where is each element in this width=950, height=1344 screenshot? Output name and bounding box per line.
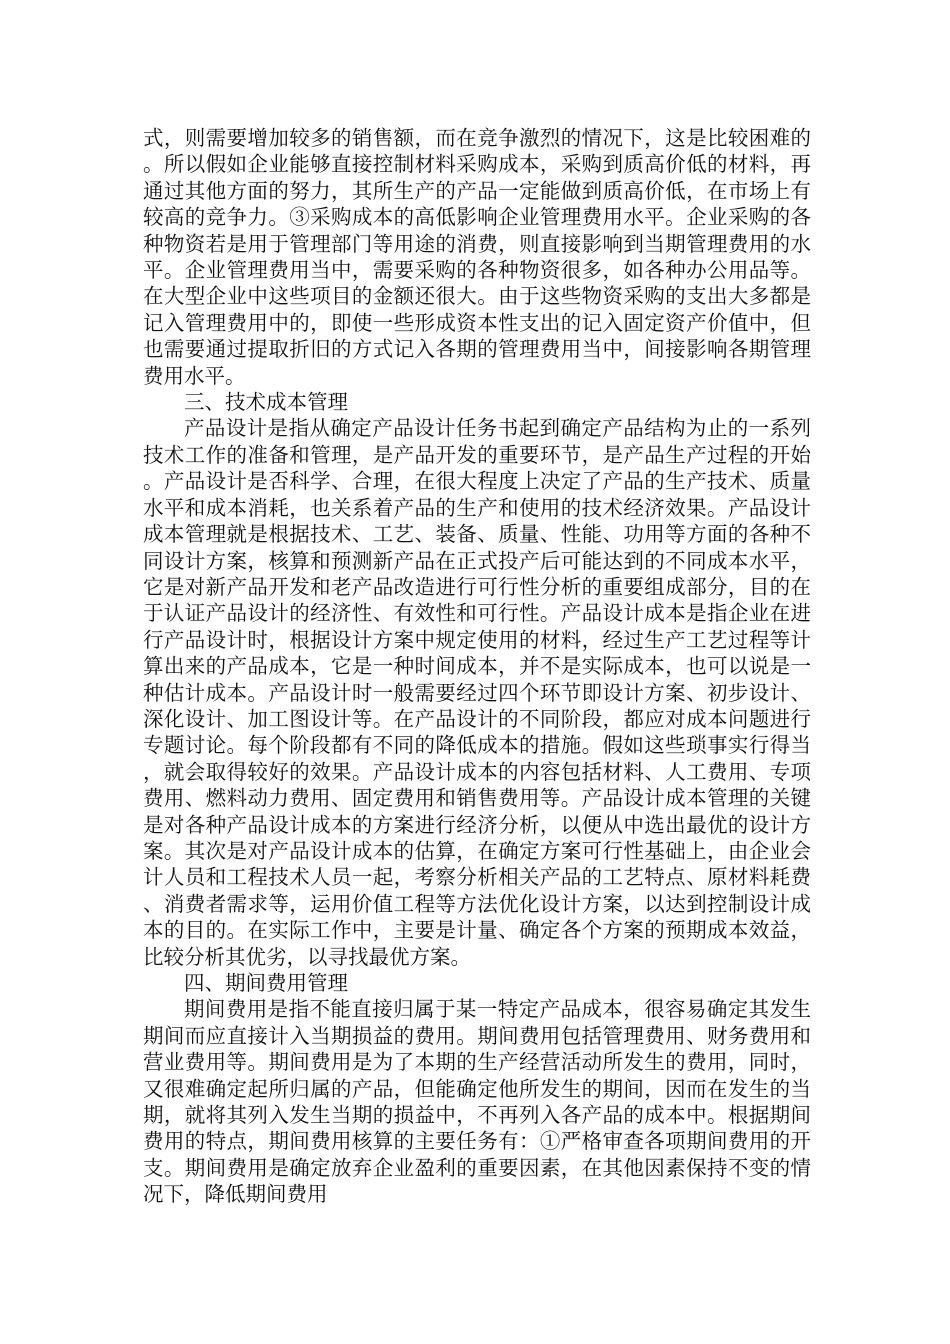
- paragraph-period-expense: 期间费用是指不能直接归属于某一特定产品成本，很容易确定其发生期间而应直接计入当期损益的费用。期间费用包括管理费用、财务费用和营业费用等。期间费用是为了本期的生产经营活动所发生的费用，同时，又很难确定起所归属的产品，但能确定他所发生的期间，因而在发生的当期，就将其列入发生当期的损益中，不再列入各产品的成本中。根据期间费用的特点，期间费用核算的主要任务有：①严格审查各项期间费用的开支。期间费用是确定放弃企业盈利的重要因素，在其他因素保持不变的情况下，降低期间费用: [143, 997, 811, 1207]
- paragraph-product-design: 产品设计是指从确定产品设计任务书起到确定产品结构为止的一系列技术工作的准备和管理，是产品开发的重要环节，是产品生产过程的开始。产品设计是否科学、合理，在很大程度上决定了产品的生产技术、质量水平和成本消耗，也关系着产品的生产和使用的技术经济效果。产品设计成本管理就是根据技术、工艺、装备、质量、性能、功用等方面的各种不同设计方案，核算和预测新产品在正式投产后可能达到的不同成本水平，它是对新产品开发和老产品改造进行可行性分析的重要组成部分，目的在于认证产品设计的经济性、有效性和可行性。产品设计成本是指企业在进行产品设计时，根据设计方案中规定使用的材料，经过生产工艺过程等计算出来的产品成本，它是一种时间成本，并不是实际成本，也可以说是一种估计成本。产品设计时一般需要经过四个环节即设计方案、初步设计、深化设计、加工图设计等。在产品设计的不同阶段，都应对成本问题进行专题讨论。每个阶段都有不同的降低成本的措施。假如这些琐事实行得当，就会取得较好的效果。产品设计成本的内容包括材料、人工费用、专项费用、燃料动力费用、固定费用和销售费用等。产品设计成本管理的关键是对各种产品设计成本的方案进行经济分析，以便从中选出最优的设计方案。其次是对产品设计成本的估算，在确定方案可行性基础上，由企业会计人员和工程技术人员一起，考察分析相关产品的工艺特点、原材料耗费、消费者需求等，运用价值工程等方法优化设计方案，以达到控制设计成本的目的。在实际工作中，主要是计量、确定各个方案的预期成本效益，比较分析其优劣，以寻找最优方案。: [143, 416, 811, 969]
- document-body: [143, 125, 811, 1208]
- section-heading-technical-cost: 三、技术成本管理: [184, 390, 348, 415]
- section-heading-period-expense: 四、期间费用管理: [184, 971, 348, 995]
- paragraph-continuation: 式，则需要增加较多的销售额，而在竞争激烈的情况下，这是比较困难的。所以假如企业能够直接控制材料采购成本，采购到质高价低的材料，再通过其他方面的努力，其所生产的产品一定能做到质高价低，在市场上有较高的竞争力。③采购成本的高低影响企业管理费用水平。企业采购的各种物资若是用于管理部门等用途的消费，则直接影响到当期管理费用的水平。企业管理费用当中，需要采购的各种物资很多，如各种办公用品等。在大型企业中这些项目的金额还很大。由于这些物资采购的支出大多都是记入管理费用中的，即使一些形成资本性支出的记入固定资产价值中，但也需要通过提取折旧的方式记入各期的管理费用当中，间接影响各期管理费用水平。: [143, 126, 811, 388]
